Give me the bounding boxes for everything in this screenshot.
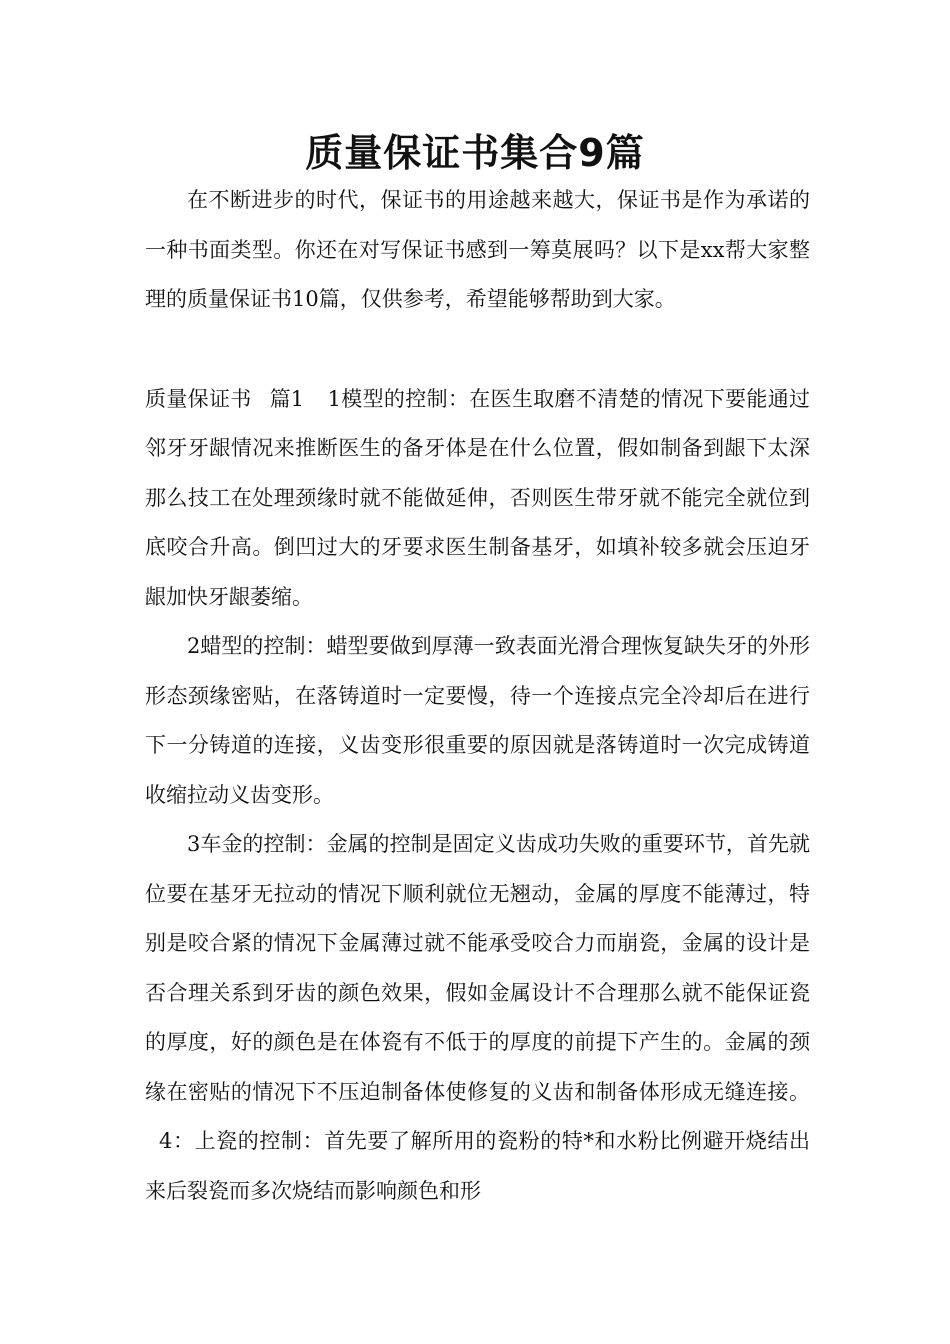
section-1-paragraph-3 [145,820,810,1216]
section-1-paragraph-1 [145,375,810,623]
section-label: 质量保证书 [145,386,252,411]
document-title: 质量保证书集合9篇 [305,131,645,175]
document-body [145,176,810,1216]
section-1-paragraph-2: 2蜡型的控制：蜡型要做到厚薄一致表面光滑合理恢复缺失牙的外形形态颈缘密贴，在落铸道时一定要慢，待一个连接点完全冷却后在进行下一分铸道的连接，义齿变形很重要的原因就是落铸道时一次完成铸道收缩拉动义齿变形。 [145,634,810,807]
section-1-text-3: 3车金的控制：金属的控制是固定义齿成功失败的重要环节，首先就位要在基牙无拉动的情况下顺利就位无翘动，金属的厚度不能薄过，特别是咬合紧的情况下金属薄过就不能承受咬合力而崩瓷，金属的设计是否合理关系到牙齿的颜色效果，假如金属设计不合理那么就不能保证瓷的厚度，好的颜色是在体瓷有不低于的厚度的前提下产生的。金属的颈缘在密贴的情况下不压迫制备体使修复的义齿和制备体形成无缝连接。 [145,832,810,1104]
section-1-text-4: 4：上瓷的控制：首先要了解所用的瓷粉的特*和水粉比例避开烧结出来后裂瓷而多次烧结而影响颜色和形 [145,1129,810,1203]
section-1-text-1: 1模型的控制：在医生取磨不清楚的情况下要能通过邻牙牙龈情况来推断医生的备牙体是在什么位置，假如制备到龈下太深那么技工在处理颈缘时就不能做延伸，否则医生带牙就不能完全就位到底咬合升高。倒凹过大的牙要求医生制备基牙，如填补较多就会压迫牙龈加快牙龈萎缩。 [145,386,811,609]
intro-paragraph: 在不断进步的时代，保证书的用途越来越大，保证书是作为承诺的一种书面类型。你还在对写保证书感到一筹莫展吗？以下是xx帮大家整理的质量保证书10篇，仅供参考，希望能够帮助到大家。 [145,188,810,311]
paragraph-spacer [145,325,810,375]
section-number: 篇1 [269,386,304,411]
